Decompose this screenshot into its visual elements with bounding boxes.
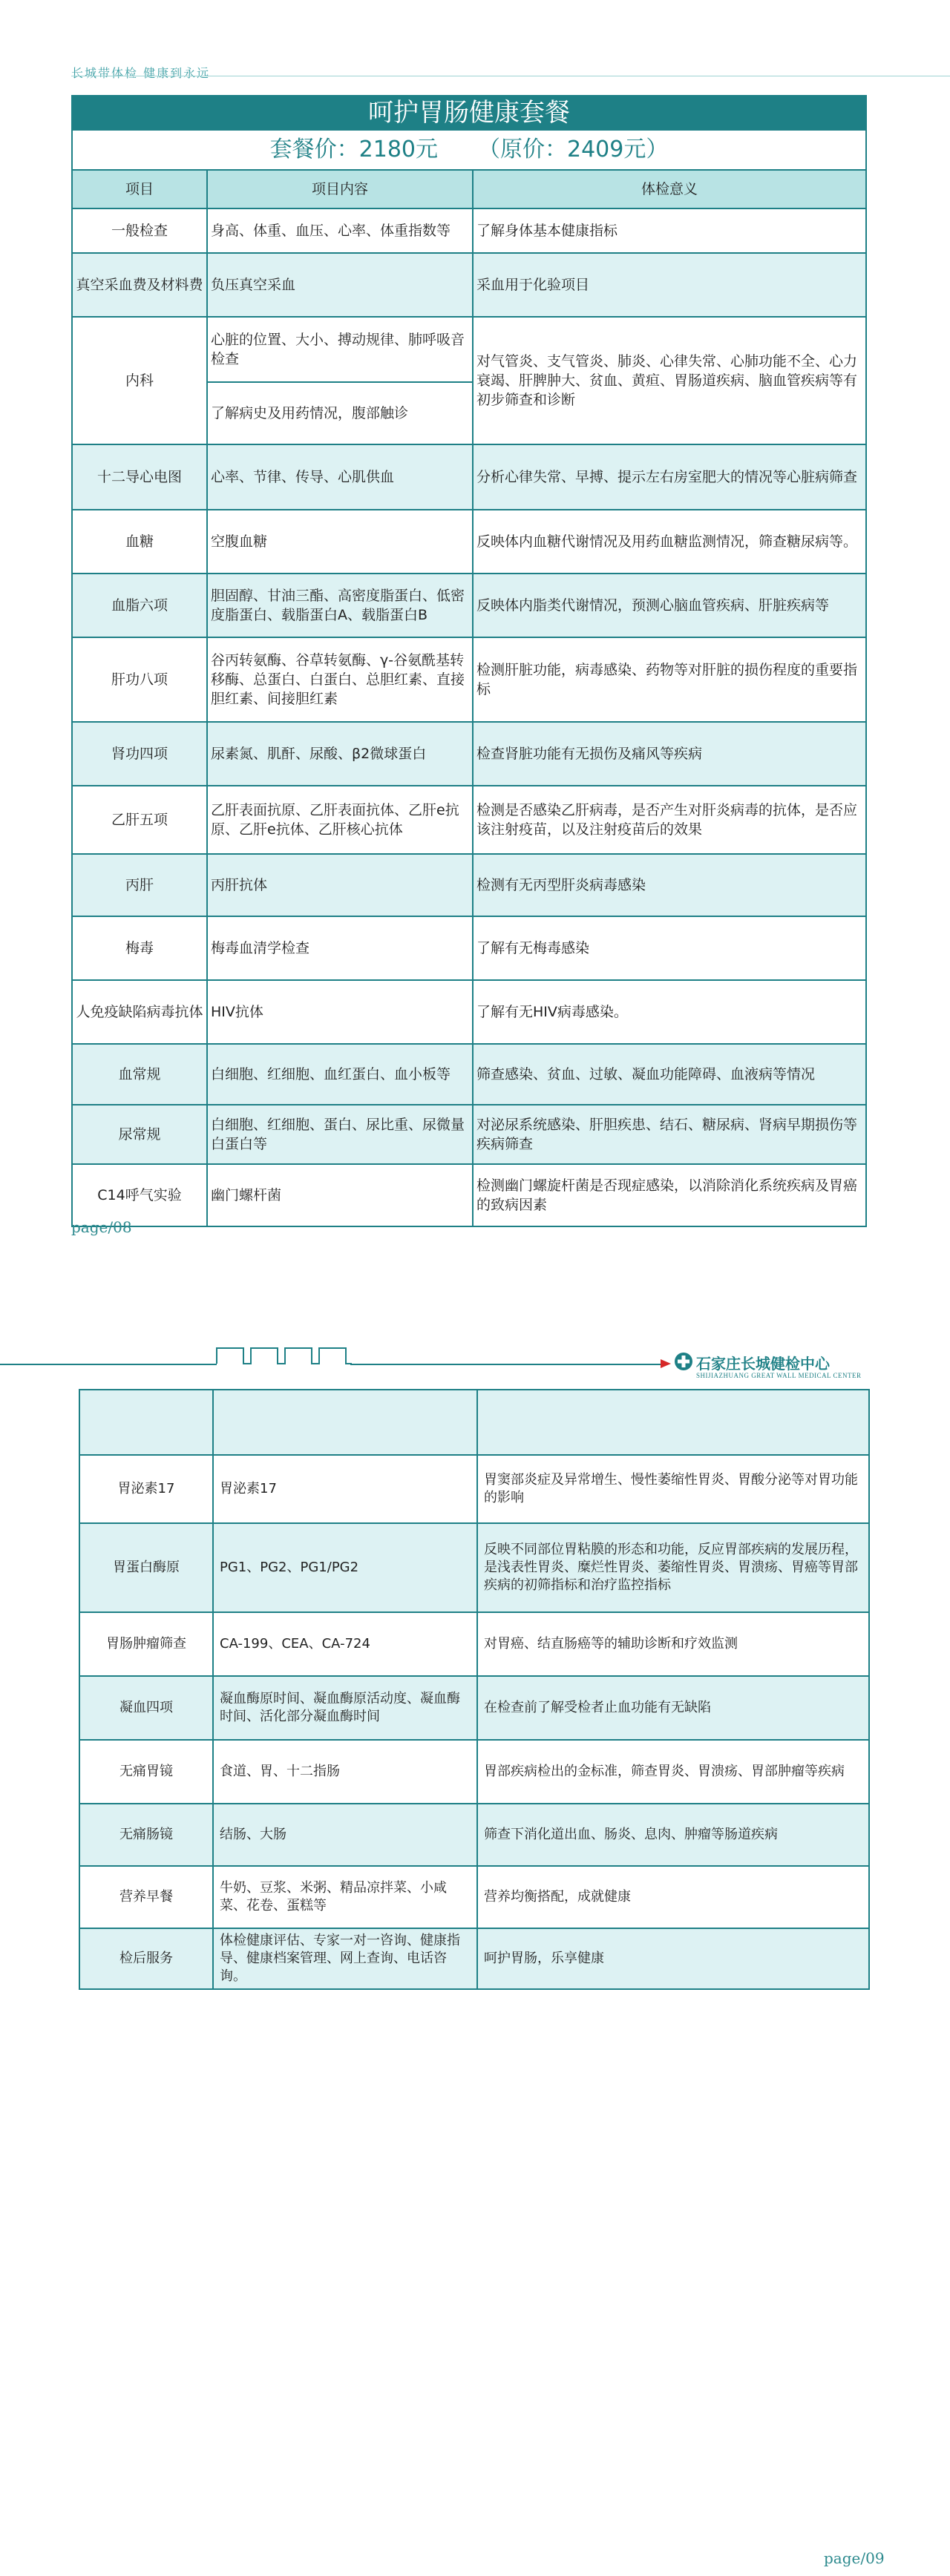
item-name: 尿常规: [72, 1105, 207, 1164]
item-content: PG1、PG2、PG1/PG2: [213, 1523, 477, 1612]
item-content: 幽门螺杆菌: [207, 1164, 473, 1226]
medical-cross-logo-icon: [674, 1352, 693, 1371]
table-row: [72, 574, 866, 637]
brand-name-en: SHIJIAZHUANG GREAT WALL MEDICAL CENTER: [696, 1372, 862, 1379]
item-meaning: 了解身体基本健康指标: [473, 208, 866, 253]
item-content: 白细胞、红细胞、蛋白、尿比重、尿微量白蛋白等: [207, 1105, 473, 1164]
item-content: 空腹血糖: [207, 510, 473, 574]
table-row: [72, 444, 866, 510]
item-name: 凝血四项: [79, 1676, 213, 1740]
item-meaning: 在检查前了解受检者止血功能有无缺陷: [477, 1676, 869, 1740]
table-row: [72, 1044, 866, 1105]
item-content: 凝血酶原时间、凝血酶原活动度、凝血酶时间、活化部分凝血酶时间: [213, 1676, 477, 1740]
item-content: 胆固醇、甘油三酯、高密度脂蛋白、低密度脂蛋白、载脂蛋白A、载脂蛋白B: [207, 574, 473, 637]
item-content: 梅毒血清学检查: [207, 916, 473, 980]
item-meaning: 反映不同部位胃粘膜的形态和功能，反应胃部疾病的发展历程，是浅表性胃炎、糜烂性胃炎、萎缩性胃炎、胃溃疡、胃癌等胃部疾病的初筛指标和治疗监控指标: [477, 1523, 869, 1612]
item-content-2: 了解病史及用药情况，腹部触诊: [207, 382, 473, 444]
item-name: 真空采血费及材料费: [72, 253, 207, 317]
column-header-content: 项目内容: [207, 170, 473, 208]
table-row: [72, 916, 866, 980]
item-content: 白细胞、红细胞、血红蛋白、血小板等: [207, 1044, 473, 1105]
item-name: 无痛胃镜: [79, 1740, 213, 1804]
header-line-left: [0, 1364, 217, 1365]
column-header-meaning: 体检意义: [473, 170, 866, 208]
item-name: 乙肝五项: [72, 786, 207, 854]
table-row: [72, 1164, 866, 1226]
item-content: 身高、体重、血压、心率、体重指数等: [207, 208, 473, 253]
table-header-row: [72, 170, 866, 208]
table-row: [72, 1105, 866, 1164]
table-row: [72, 786, 866, 854]
table-row: [79, 1612, 869, 1676]
item-name: 检后服务: [79, 1928, 213, 1989]
table-row: [72, 253, 866, 317]
step-line-ornament: [215, 1347, 352, 1366]
table-row: [79, 1740, 869, 1804]
package-title-row: [72, 96, 866, 130]
table-row: [72, 980, 866, 1044]
item-name: 血常规: [72, 1044, 207, 1105]
package-title: 呵护胃肠健康套餐: [72, 96, 866, 130]
item-name: 内科: [72, 317, 207, 444]
item-name: 胃泌素17: [79, 1455, 213, 1523]
item-name: 胃蛋白酶原: [79, 1523, 213, 1612]
empty-header-cell: [213, 1390, 477, 1455]
item-meaning: 反映体内脂类代谢情况，预测心脑血管疾病、肝脏疾病等: [473, 574, 866, 637]
item-content: 体检健康评估、专家一对一咨询、健康指导、健康档案管理、网上查询、电话咨询。: [213, 1928, 477, 1989]
item-content: 负压真空采血: [207, 253, 473, 317]
item-meaning: 对泌尿系统感染、肝胆疾患、结石、糖尿病、肾病早期损伤等疾病筛查: [473, 1105, 866, 1164]
table-row: [72, 208, 866, 253]
item-meaning: 检测幽门螺旋杆菌是否现症感染，以消除消化系统疾病及胃癌的致病因素: [473, 1164, 866, 1226]
table-row: [79, 1928, 869, 1989]
table-row: [72, 722, 866, 786]
item-meaning: 采血用于化验项目: [473, 253, 866, 317]
item-meaning: 了解有无梅毒感染: [473, 916, 866, 980]
table-row: [72, 854, 866, 916]
item-content: 胃泌素17: [213, 1455, 477, 1523]
item-content: 丙肝抗体: [207, 854, 473, 916]
item-meaning: 筛查感染、贫血、过敏、凝血功能障碍、血液病等情况: [473, 1044, 866, 1105]
item-name: 无痛肠镜: [79, 1804, 213, 1866]
item-name: 肝功八项: [72, 637, 207, 722]
item-name: 营养早餐: [79, 1866, 213, 1928]
item-content: CA-199、CEA、CA-724: [213, 1612, 477, 1676]
item-content: 心率、节律、传导、心肌供血: [207, 444, 473, 510]
table-row: [79, 1676, 869, 1740]
item-content: 牛奶、豆浆、米粥、精品凉拌菜、小咸菜、花卷、蛋糕等: [213, 1866, 477, 1928]
package-original-price: （原价：2409元）: [478, 137, 669, 162]
item-content: 结肠、大肠: [213, 1804, 477, 1866]
item-meaning: 分析心律失常、早搏、提示左右房室肥大的情况等心脏病筛查: [473, 444, 866, 510]
package-price: 套餐价：2180元: [269, 137, 438, 162]
item-meaning: 呵护胃肠，乐享健康: [477, 1928, 869, 1989]
item-meaning: 检测有无丙型肝炎病毒感染: [473, 854, 866, 916]
item-content: HIV抗体: [207, 980, 473, 1044]
item-name: 肾功四项: [72, 722, 207, 786]
table-row: [72, 317, 866, 382]
item-meaning: 检测是否感染乙肝病毒，是否产生对肝炎病毒的抗体，是否应该注射疫苗，以及注射疫苗后的效果: [473, 786, 866, 854]
item-name: 丙肝: [72, 854, 207, 916]
package-table-continued: [79, 1389, 870, 1990]
header-slogan: 长城带体检 健康到永远: [71, 66, 211, 80]
header-line-right: [350, 1364, 662, 1365]
brand-name: 石家庄长城健检中心: [696, 1355, 830, 1373]
page-number: page/08: [71, 1218, 132, 1236]
table-header-row: [79, 1390, 869, 1455]
table-row: [72, 637, 866, 722]
item-name: C14呼气实验: [72, 1164, 207, 1226]
item-meaning: 对胃癌、结直肠癌等的辅助诊断和疗效监测: [477, 1612, 869, 1676]
item-content: 心脏的位置、大小、搏动规律、肺呼吸音检查: [207, 317, 473, 382]
empty-header-cell: [477, 1390, 869, 1455]
item-meaning: 对气管炎、支气管炎、肺炎、心律失常、心肺功能不全、心力衰竭、肝脾肿大、贫血、黄疸、胃肠道疾病、脑血管疾病等有初步筛查和诊断: [473, 317, 866, 444]
item-name: 血糖: [72, 510, 207, 574]
package-price-row: [72, 130, 866, 170]
item-meaning: 检测肝脏功能，病毒感染、药物等对肝脏的损伤程度的重要指标: [473, 637, 866, 722]
package-price-cell: [72, 130, 866, 170]
item-meaning: 了解有无HIV病毒感染。: [473, 980, 866, 1044]
table-row: [79, 1523, 869, 1612]
item-name: 一般检查: [72, 208, 207, 253]
item-meaning: 胃部疾病检出的金标准，筛查胃炎、胃溃疡、胃部肿瘤等疾病: [477, 1740, 869, 1804]
item-name: 胃肠肿瘤筛查: [79, 1612, 213, 1676]
package-table: [71, 95, 867, 1227]
item-meaning: 胃窦部炎症及异常增生、慢性萎缩性胃炎、胃酸分泌等对胃功能的影响: [477, 1455, 869, 1523]
item-content: 谷丙转氨酶、谷草转氨酶、γ-谷氨酰基转移酶、总蛋白、白蛋白、总胆红素、直接胆红素、间接胆红素: [207, 637, 473, 722]
item-content: 乙肝表面抗原、乙肝表面抗体、乙肝e抗原、乙肝e抗体、乙肝核心抗体: [207, 786, 473, 854]
table-row: [79, 1455, 869, 1523]
item-meaning: 检查肾脏功能有无损伤及痛风等疾病: [473, 722, 866, 786]
item-name: 血脂六项: [72, 574, 207, 637]
table-row: [79, 1866, 869, 1928]
column-header-item: 项目: [72, 170, 207, 208]
item-name: 十二导心电图: [72, 444, 207, 510]
item-meaning: 营养均衡搭配，成就健康: [477, 1866, 869, 1928]
table-row: [79, 1804, 869, 1866]
item-name: 人免疫缺陷病毒抗体: [72, 980, 207, 1044]
item-name: 梅毒: [72, 916, 207, 980]
table-row: [72, 510, 866, 574]
item-meaning: 反映体内血糖代谢情况及用药血糖监测情况，筛查糖尿病等。: [473, 510, 866, 574]
item-meaning: 筛查下消化道出血、肠炎、息肉、肿瘤等肠道疾病: [477, 1804, 869, 1866]
item-content: 尿素氮、肌酐、尿酸、β2微球蛋白: [207, 722, 473, 786]
page-number: page/09: [824, 2549, 885, 2567]
empty-header-cell: [79, 1390, 213, 1455]
item-content: 食道、胃、十二指肠: [213, 1740, 477, 1804]
arrow-icon: [661, 1359, 671, 1368]
